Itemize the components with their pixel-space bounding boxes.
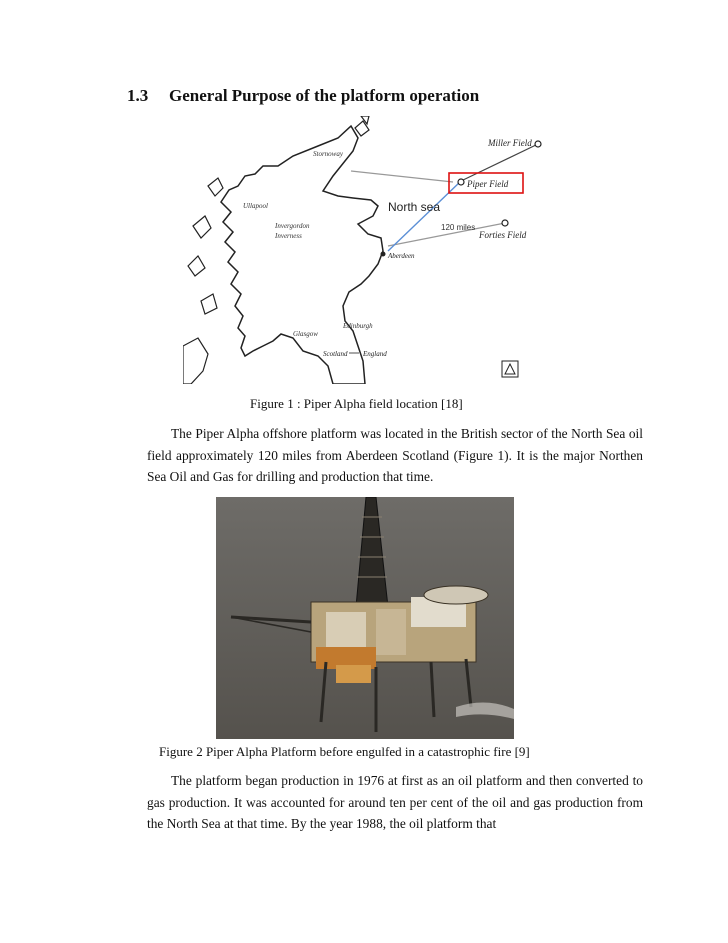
- piper-field-marker: [458, 179, 464, 185]
- section-number: 1.3: [127, 86, 149, 105]
- miller-field-label: Miller Field: [488, 138, 532, 148]
- piper-alpha-platform-photo: [216, 497, 514, 739]
- piper-field-label: Piper Field: [467, 179, 509, 189]
- svg-text:Invergordon: Invergordon: [275, 222, 310, 230]
- svg-text:Ullapool: Ullapool: [243, 202, 268, 210]
- svg-text:Inverness: Inverness: [275, 232, 302, 240]
- paragraph-1: The Piper Alpha offshore platform was located in the British sector of the North Sea oil field approximately 120 miles from Aberdeen Scotland (Figure 1). It is the major Northen Sea Oil and Gas for drilling and production that time.: [147, 426, 643, 484]
- piper-alpha-location-map: [183, 116, 548, 384]
- section-heading: [127, 86, 479, 106]
- forties-field-label: Forties Field: [479, 230, 527, 240]
- paragraph-2: The platform began production in 1976 at first as an oil platform and then converted to gas production. It was accounted for around ten per cent of the oil and gas production from the North Sea at that time. By the year 1988, the oil platform that: [147, 773, 643, 831]
- miller-field-marker: [535, 141, 541, 147]
- svg-text:Edinburgh: Edinburgh: [343, 322, 373, 330]
- helipad: [424, 586, 488, 604]
- north-sea-label: North sea: [388, 200, 441, 214]
- figure1-caption: Figure 1 : Piper Alpha field location [18]: [250, 396, 463, 411]
- figure2-caption: Figure 2 Piper Alpha Platform before engulfed in a catastrophic fire [9]: [159, 744, 530, 759]
- svg-text:Stornoway: Stornoway: [313, 150, 343, 158]
- north-arrow-icon: [502, 361, 518, 377]
- forties-field-marker: [502, 220, 508, 226]
- aberdeen-marker: [381, 252, 386, 257]
- distance-label: 120 miles: [441, 223, 476, 232]
- england-label: England: [363, 350, 387, 358]
- section-title: General Purpose of the platform operation: [169, 86, 480, 105]
- aberdeen-label: Aberdeen: [388, 252, 415, 260]
- scotland-label: Scotland: [323, 350, 348, 358]
- svg-text:Glasgow: Glasgow: [293, 330, 318, 338]
